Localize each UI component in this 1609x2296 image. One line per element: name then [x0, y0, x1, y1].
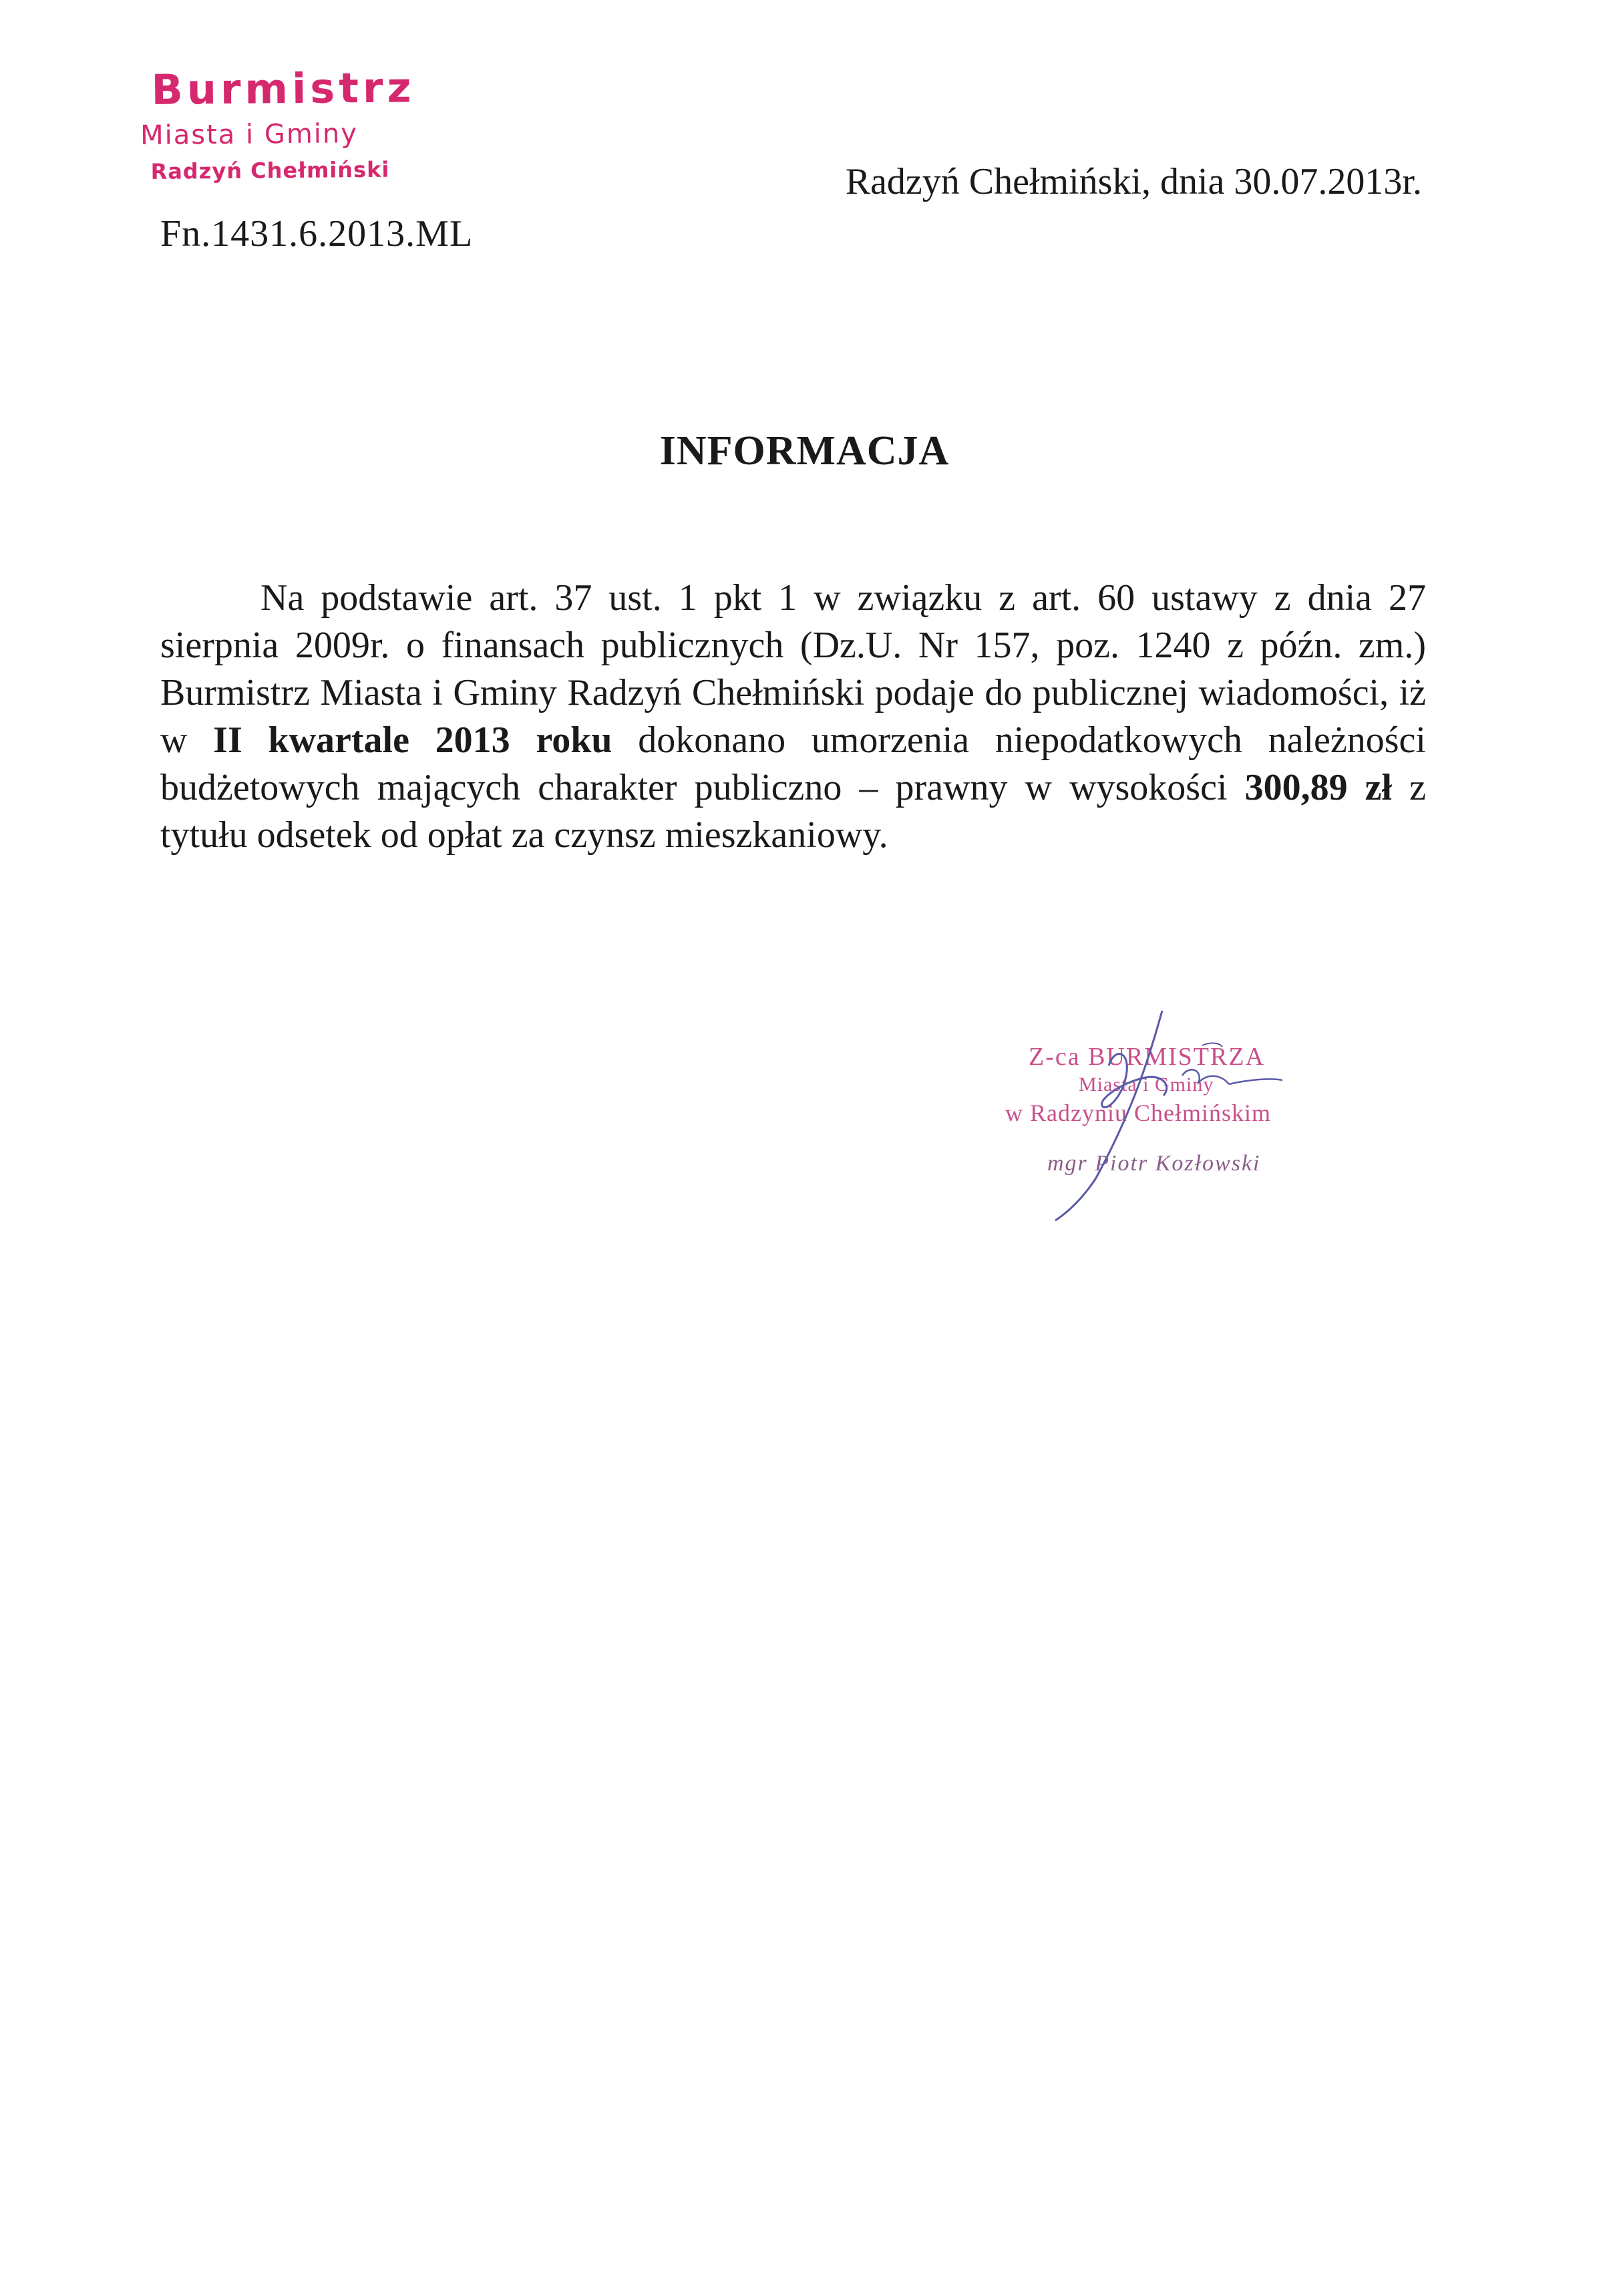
body-bold-quarter: II kwartale 2013 roku — [213, 719, 612, 761]
signature-stamp-line1: Z-ca BURMISTRZA — [1029, 1043, 1266, 1071]
signature-block — [989, 1005, 1403, 1226]
issuer-stamp-line2: Miasta i Gminy — [140, 118, 359, 151]
issuer-stamp — [136, 62, 445, 188]
issuer-stamp-line3: Radzyń Chełmiński — [150, 156, 390, 184]
body-text-part1: Na podstawie art. 37 ust. 1 pkt 1 w związku z art. 60 ustawy z dnia 27 sierpnia 2009r. o finansach publicznych (Dz.U. Nr 157, poz. 1240 z późn. zm.) Burmistrz Miasta i Gminy Radzyń Chełmiński podaje do publicznej wiadomości, iż w — [160, 577, 1426, 761]
signature-stamp-line3: w Radzyniu Chełmińskim — [1005, 1100, 1271, 1126]
handwritten-signature — [989, 1005, 1403, 1226]
document-title: INFORMACJA — [659, 428, 950, 474]
body-text-part2: dokonano umorzenia niepodatkowych należności budżetowych mających charakter publiczno – prawny w wysokości — [160, 719, 1426, 808]
reference-number: Fn.1431.6.2013.ML — [160, 213, 474, 255]
issuer-stamp-line1: Burmistrz — [151, 63, 415, 114]
signature-stamp-line2: Miasta i Gminy — [1079, 1074, 1214, 1096]
place-and-date: Radzyń Chełmiński, dnia 30.07.2013r. — [845, 161, 1422, 202]
signatory-name: mgr Piotr Kozłowski — [1047, 1151, 1261, 1176]
body-paragraph — [160, 575, 1426, 859]
body-bold-amount: 300,89 zł — [1244, 767, 1393, 808]
body-text-part3: z tytułu odsetek od opłat za czynsz mieszkaniowy. — [160, 767, 1426, 856]
